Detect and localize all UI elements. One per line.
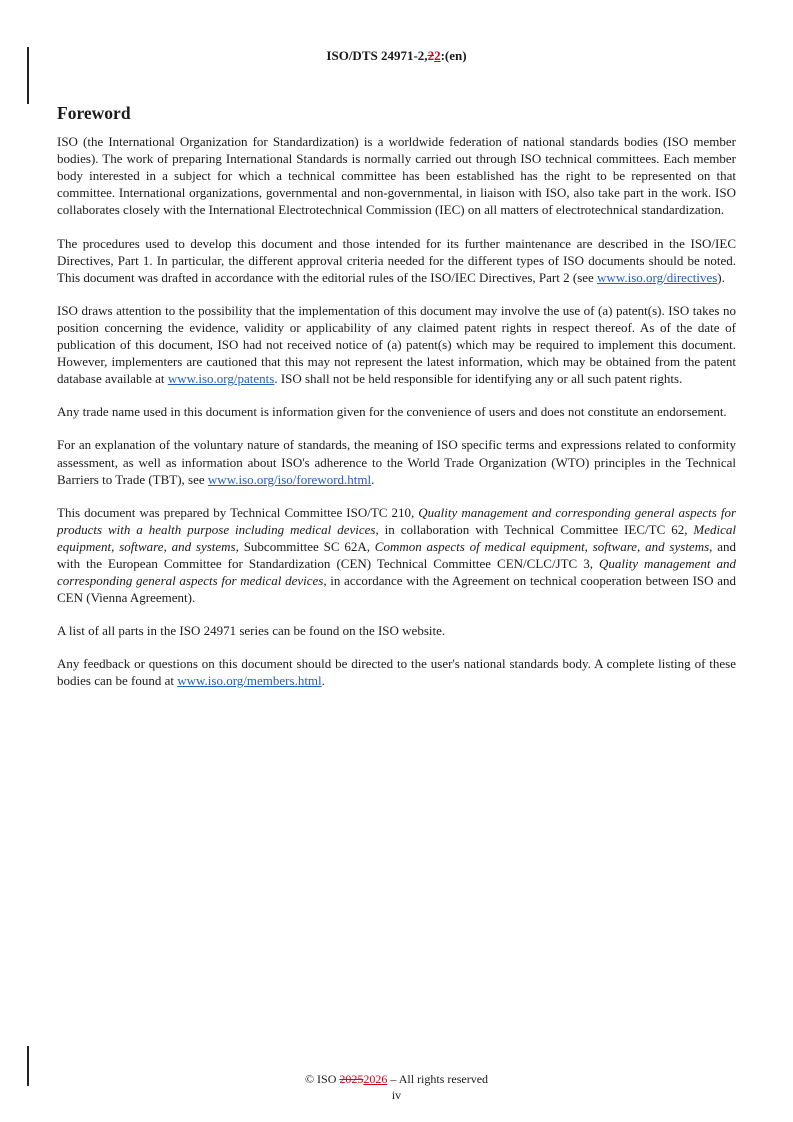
paragraph-text: , Subcommittee SC 62A, — [235, 538, 375, 554]
paragraph-procedures — [57, 235, 736, 286]
paragraph-series-list: A list of all parts in the ISO 24971 series can be found on the ISO website. — [57, 623, 446, 639]
copyright-prefix: © ISO — [304, 1072, 340, 1086]
year-deleted: 2025 — [339, 1072, 364, 1086]
paragraph-patents — [57, 302, 736, 387]
doc-id-prefix: ISO/DTS 24971-2, — [326, 48, 428, 63]
directives-link[interactable]: www.iso.org/directives — [597, 269, 718, 285]
section-title: Foreword — [57, 103, 131, 123]
doc-id-inserted: 2 — [434, 48, 441, 63]
paragraph-feedback — [57, 655, 736, 689]
paragraph-iso-federation: ISO (the International Organization for Standardization) is a worldwide federation of national standards bodies (ISO member bodies). The work of preparing International Standards is normally carried out through ISO technical committees. Each member body interested in a subject for which a technical committee has been established has the right to be represented on that committee. International organizations, governmental and non-governmental, in liaison with ISO, also take part in the work. ISO collaborates closely with the International Electrotechnical Commission (IEC) on all matters of electrotechnical standardization. — [57, 134, 736, 218]
paragraph-text-end: ). — [717, 269, 725, 285]
paragraph-text: ISO draws attention to the possibility that the implementation of this document may involve the use of (a) patent(s). ISO takes no position concerning the evidence, validity or applicability of any claimed patent rights in respect thereof. As of the date of publication of this document, ISO had not received notice of (a) patent(s) which may be required to implement this document. However, implementers are cautioned that this may not represent the latest information, which may be obtained from the patent database available at — [57, 302, 736, 387]
paragraph-text: This document was prepared by Technical Committee ISO/TC 210, — [57, 504, 419, 520]
committee-title-tc210: Quality management and corresponding general aspects for products with a health purpose including medical devices — [57, 504, 737, 537]
paragraph-text: For an explanation of the voluntary nature of standards, the meaning of ISO specific terms and expressions related to conformity assessment, as well as information about ISO's adherence to the World Trade Organization (WTO) principles in the Technical Barriers to Trade (TBT), see — [57, 437, 736, 487]
paragraph-text-end: . — [371, 471, 375, 487]
paragraph-text-end: . ISO shall not be held responsible for identifying any or all such patent rights. — [274, 371, 683, 387]
doc-id-deleted: 2 — [427, 48, 435, 63]
paragraph-text: , and with the European Committee for Standardization (CEN) Technical Committee CEN/CLC/JTC 3, — [57, 538, 736, 571]
page-number: iv — [391, 1088, 402, 1102]
paragraph-text: The procedures used to develop this document and those intended for its further maintenance are described in the ISO/IEC Directives, Part 1. In particular, the different approval criteria needed for the different types of ISO documents should be noted. This document was drafted in accordance with the editorial rules of the ISO/IEC Directives, Part 2 (see — [57, 235, 736, 285]
foreword-link[interactable]: www.iso.org/iso/foreword.html — [207, 471, 372, 487]
paragraph-text-end: . — [321, 673, 325, 689]
committee-title-tc62: Medical equipment, software, and systems — [57, 521, 736, 554]
paragraph-prepared-by — [57, 504, 736, 607]
document-identifier — [0, 48, 793, 64]
paragraph-text: , in accordance with the Agreement on technical cooperation between ISO and CEN (Vienna Agreement). — [57, 573, 736, 606]
committee-title-jtc3: Quality management and corresponding general aspects for medical devices — [57, 555, 736, 589]
year-inserted: 2026 — [363, 1072, 388, 1086]
members-link[interactable]: www.iso.org/members.html — [177, 673, 322, 689]
copyright-suffix: – All rights reserved — [387, 1072, 489, 1086]
paragraph-text: , in collaboration with Technical Committee IEC/TC 62, — [375, 521, 694, 537]
paragraph-text: Any feedback or questions on this document should be directed to the user's national standards body. A complete listing of these bodies can be found at — [57, 656, 736, 689]
page-footer — [0, 1071, 793, 1103]
foreword-section — [57, 105, 736, 706]
paragraph-conformity — [57, 436, 736, 487]
committee-title-sc62a: Common aspects of medical equipment, software, and systems — [374, 538, 710, 554]
patents-link[interactable]: www.iso.org/patents — [167, 371, 275, 387]
doc-id-suffix: :(en) — [440, 48, 467, 63]
copyright-line — [0, 1071, 793, 1087]
paragraph-trade-name: Any trade name used in this document is information given for the convenience of users and does not constitute an endorsement. — [57, 404, 727, 420]
